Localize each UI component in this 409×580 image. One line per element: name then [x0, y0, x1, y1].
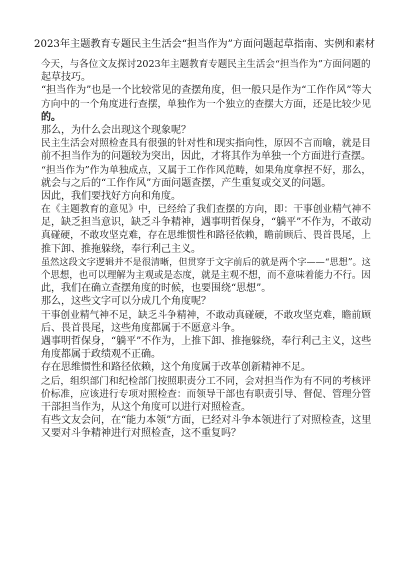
paragraph-line: 后、畏首畏尾，这些角度都属于不愿意斗争。 — [41, 322, 241, 334]
paragraph-line: 足，缺乏担当意识，缺乏斗争精神，遇事明哲保身，“躺平”不作为，不敢动 — [41, 217, 372, 229]
paragraph-line: 干事创业精气神不足，缺乏斗争精神，不敢动真碰硬，不敢攻坚克难，瞻前顾 — [41, 309, 371, 321]
paragraph-line: 那么，这些文字可以分成几个角度呢？ — [41, 296, 211, 308]
paragraph-line: 遇事明哲保身，“躺平”不作为，上推下卸、推拖躲绕，奉行利己主义，这些 — [41, 335, 372, 347]
paragraph-line: 的。 — [41, 111, 61, 123]
paragraph-line: 前不担当作为的问题较为突出，因此，才将其作为单独一个方面进行查摆。 — [41, 151, 371, 163]
document-body — [41, 58, 371, 440]
document-title: 2023年主题教育专题民主生活会“担当作为”方面问题起草指南、实例和素材 — [34, 39, 375, 50]
paragraph-line: 此，我们在确立查摆角度的时候，也要围绕“思想”。 — [41, 283, 272, 295]
paragraph-line: 起草技巧。 — [41, 72, 91, 84]
paragraph-line: 民主生活会对照检查具有很强的针对性和现实指向性，原因不言而喻，就是目 — [41, 138, 371, 150]
paragraph-line: 推下卸、推拖躲绕，奉行利己主义。 — [41, 243, 201, 255]
paragraph-line: 干部担当作为，从这个角度可以进行对照检查。 — [41, 401, 251, 413]
paragraph-line: 在《主题教育的意见》中，已经给了我们查摆的方向，即：干事创业精气神不 — [41, 204, 371, 216]
paragraph-line: 个思想，也可以理解为主观或是态度，就是主观不想，而不意味着能力不行。因 — [41, 270, 371, 281]
paragraph-line: 真碰硬，不敢攻坚克难，存在思维惯性和路径依赖，瞻前顾后、畏首畏尾，上 — [41, 230, 371, 242]
paragraph-line: 又要对斗争精神进行对照检查，这不重复吗？ — [41, 428, 241, 440]
paragraph-line: 今天，与各位文友探讨2023年主题教育专题民主生活会“担当作为”方面问题的 — [41, 59, 371, 70]
paragraph-line: 虽然这段文字逻辑并不是很清晰，但贯穿于文字前后的就是两个字——“思想”。这 — [41, 256, 371, 268]
paragraph-line: 方向中的一个角度进行查摆，单独作为一个独立的查摆大方面，还是比较少见 — [41, 98, 371, 110]
paragraph-line: 存在思维惯性和路径依赖，这个角度属于改革创新精神不足。 — [41, 362, 311, 374]
paragraph-line: “担当作为”作为单独成点，又属于工作作风范畴，如果角度拿捏不好，那么， — [41, 164, 372, 176]
paragraph-line: 价标准，应该进行专项对照检查：而领导干部也有职责引导、督促、管理分管 — [41, 388, 371, 400]
paragraph-line: 角度都属于政绩观不正确。 — [41, 349, 161, 361]
paragraph-line: 就会与之后的“工作作风”方面问题查摆，产生重复或交叉的问题。 — [41, 177, 332, 189]
paragraph-line: 因此，我们要找好方向和角度。 — [41, 190, 181, 202]
paragraph-line: 之后，组织部门和纪检部门按照职责分工不同，会对担当作为有不同的考核评 — [41, 375, 371, 387]
paragraph-line: 有些文友会问，在“能力本领”方面，已经对斗争本领进行了对照检查，这里 — [41, 415, 372, 427]
paragraph-line: 那么，为什么会出现这个现象呢？ — [41, 124, 191, 136]
paragraph-line: “担当作为”也是一个比较常见的查摆角度，但一般只是作为“工作作风”等大 — [41, 85, 372, 97]
